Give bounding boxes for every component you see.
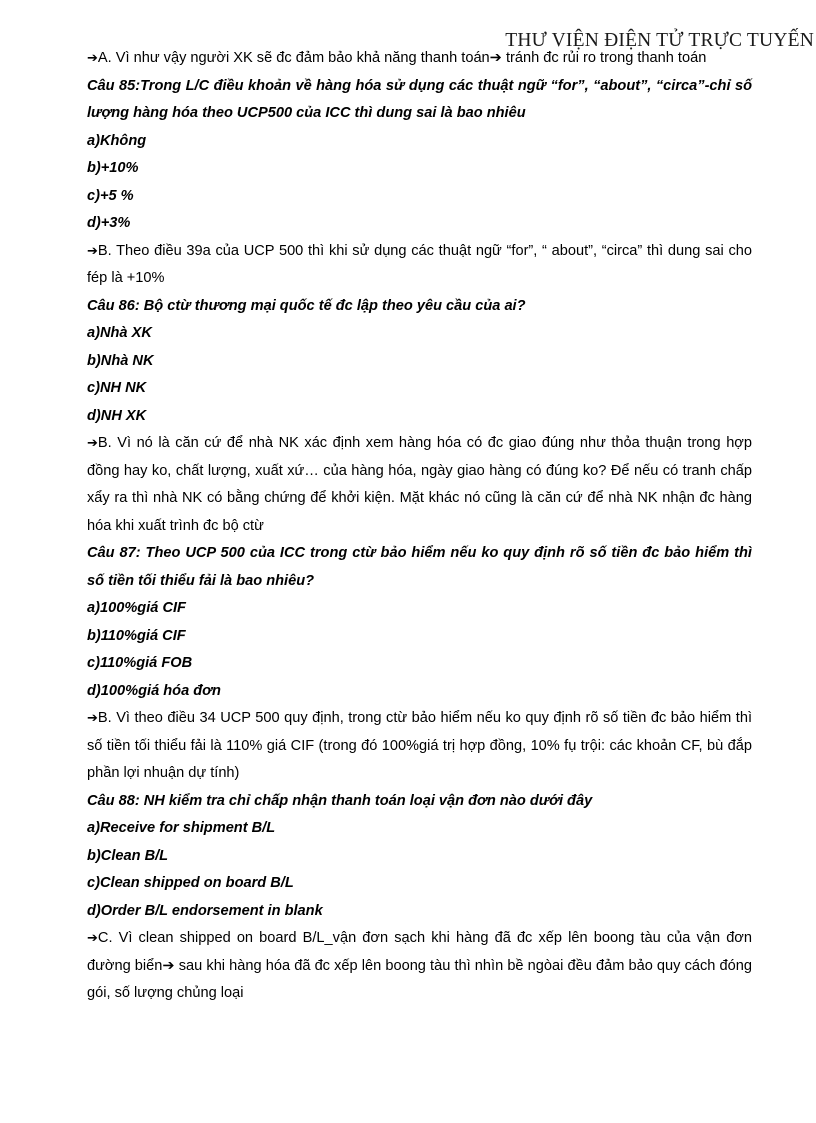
option-87-a: a)100%giá CIF (87, 600, 186, 616)
answer-86: ➔B. Vì nó là căn cứ để nhà NK xác định xem hàng hóa có đc giao đúng như thỏa thuận trong hợp đồng hay ko, chất lượng, xuất xứ… của hàng hóa, ngày giao hàng có đúng ko? Để nếu có tranh chấp xẩy ra thì nhà NK có bằng chứng để khởi kiện. Mặt khác nó cũng là căn cứ để nhà NK nhận đc hàng hóa khi xuất trình đc bộ ctừ (87, 435, 752, 534)
option-85-b: b)+10% (87, 160, 139, 176)
option-86-d: d)NH XK (87, 407, 147, 424)
option-85-d: d)+3% (87, 215, 131, 231)
library-watermark: THƯ VIỆN ĐIỆN TỬ TRỰC TUYẾN (505, 30, 814, 51)
answer-88: ➔C. Vì clean shipped on board B/L_vận đơn sạch khi hàng đã đc xếp lên boong tàu của vận đơn đường biển➔ sau khi hàng hóa đã đc xếp lên boong tàu thì nhìn bề ngòai đều đảm bảo quy cách đóng gói, số lượng chủng loại (87, 930, 752, 1001)
option-85-c: c)+5 % (87, 187, 134, 204)
question-87: Câu 87: Theo UCP 500 của ICC trong ctừ bảo hiểm nếu ko quy định rõ số tiền đc bảo hiểm thì số tiền tối thiểu fải là bao nhiêu? (87, 545, 752, 589)
arrow-right-icon: ➔ (87, 243, 98, 259)
answer-87: ➔B. Vì theo điều 34 UCP 500 quy định, trong ctừ bảo hiểm nếu ko quy định rõ số tiền đc bảo hiểm thì số tiền tối thiểu fải là 110% giá CIF (trong đó 100%giá trị hợp đồng, 10% fụ trội: các khoản CF, bù đắp phần lợi nhuận dự tính) (87, 710, 752, 781)
option-88-b: b)Clean B/L (87, 847, 169, 864)
arrow-right-icon: ➔ (87, 436, 98, 451)
arrow-right-icon: ➔ (87, 711, 98, 726)
question-86: Câu 86: Bộ ctừ thương mại quốc tế đc lập theo yêu cầu của ai? (87, 297, 526, 314)
option-88-a: a)Receive for shipment B/L (87, 820, 276, 836)
option-86-c: c)NH NK (87, 380, 147, 396)
option-87-c: c)110%giá FOB (87, 655, 193, 671)
option-86-b: b)Nhà NK (87, 352, 154, 369)
option-88-d: d)Order B/L endorsement in blank (87, 902, 323, 919)
question-88: Câu 88: NH kiểm tra chỉ chấp nhận thanh toán loại vận đơn nào dưới đây (87, 792, 593, 809)
option-88-c: c)Clean shipped on board B/L (87, 875, 294, 891)
option-87-b: b)110%giá CIF (87, 627, 186, 644)
option-87-d: d)100%giá hóa đơn (87, 682, 221, 699)
document-body (87, 45, 752, 1008)
answer-85: ➔B. Theo điều 39a của UCP 500 thì khi sử dụng các thuật ngữ “for”, “ about”, “circa” thì dung sai cho fép là +10% (87, 242, 752, 286)
answer-84: ➔A. Vì như vậy người XK sẽ đc đảm bảo khả năng thanh toán➔ tránh đc rủi ro trong thanh toán (87, 50, 707, 66)
arrow-right-icon: ➔ (87, 931, 98, 946)
option-86-a: a)Nhà XK (87, 325, 152, 341)
option-85-a: a)Không (87, 132, 147, 149)
arrow-right-icon: ➔ (87, 51, 98, 66)
question-85: Câu 85:Trong L/C điều khoản về hàng hóa sử dụng các thuật ngữ “for”, “about”, “circa”-chỉ số lượng hàng hóa theo UCP500 của ICC thì dung sai là bao nhiêu (87, 77, 752, 121)
